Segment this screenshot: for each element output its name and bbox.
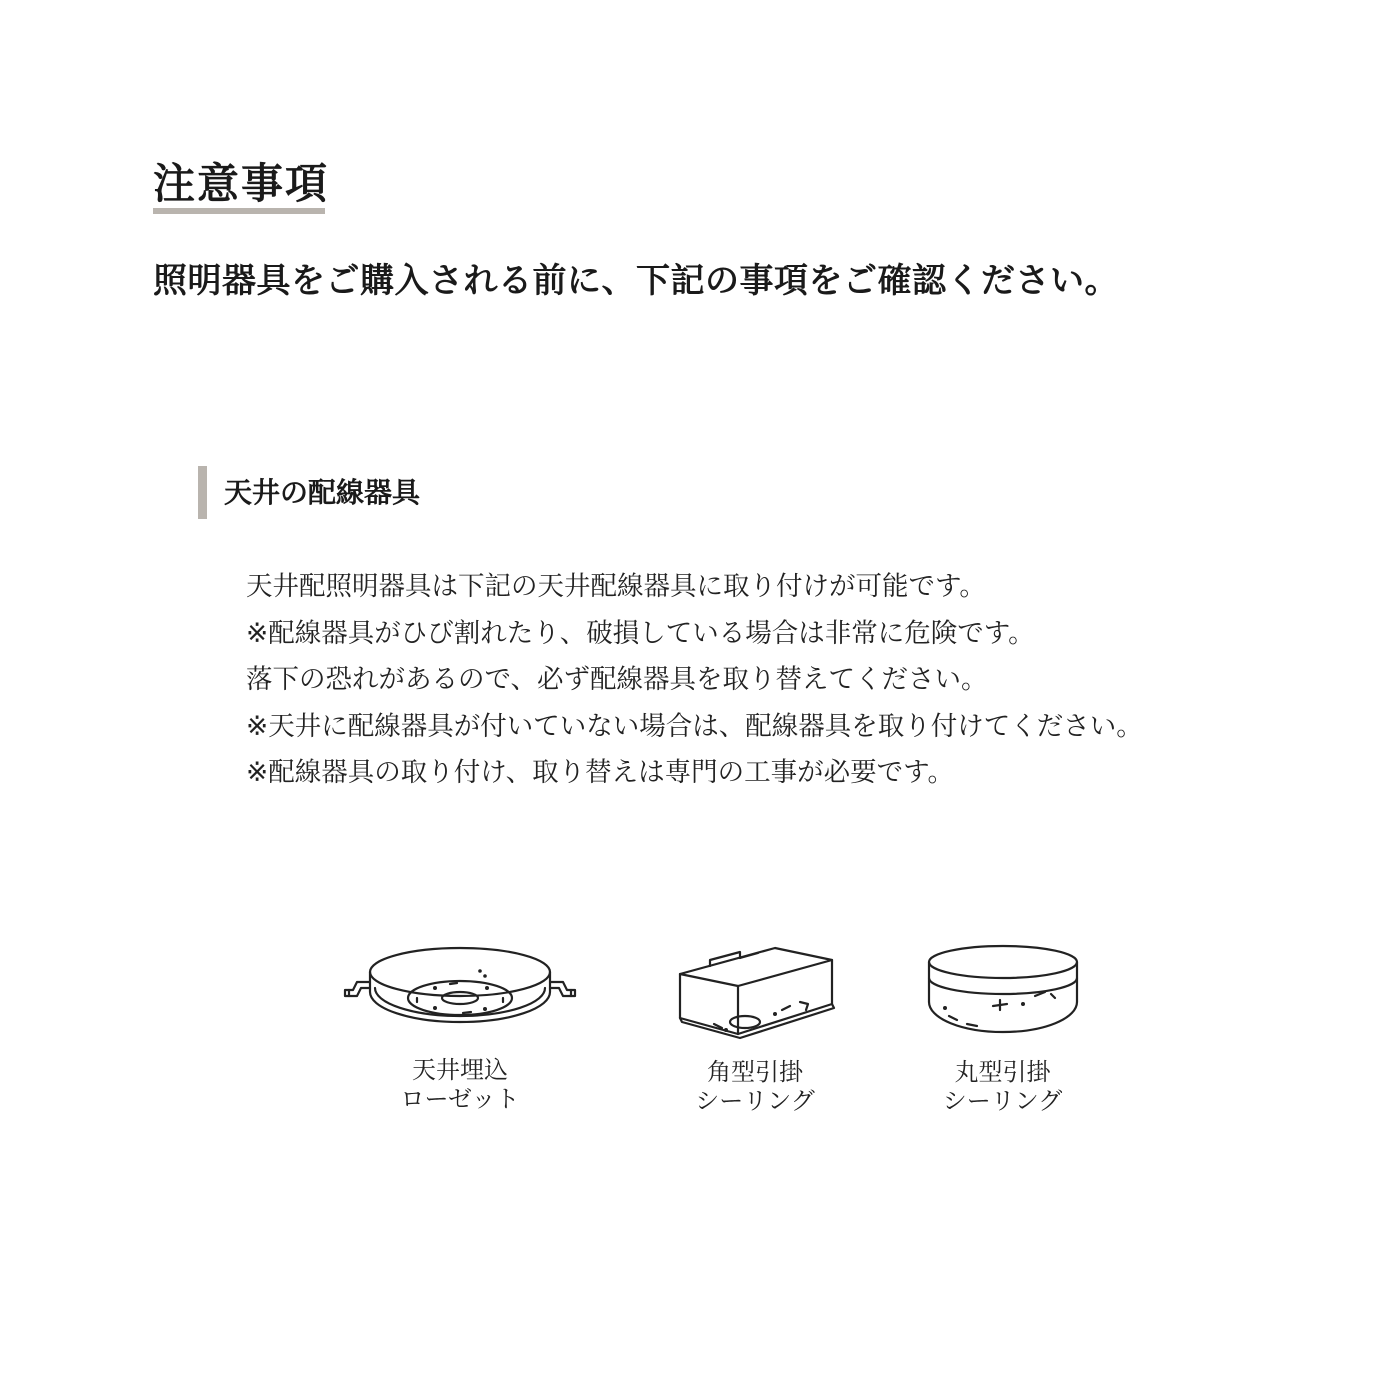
section-title: 天井の配線器具 bbox=[224, 476, 421, 509]
fixture-label bbox=[330, 1056, 590, 1114]
fixture-label bbox=[920, 1058, 1085, 1116]
ceiling-embedded-rosette-icon bbox=[335, 940, 585, 1040]
body-line: ※配線器具の取り付け、取り替えは専門の工事が必要です。 bbox=[246, 757, 955, 788]
fixture-label-line1: 丸型引掛 bbox=[954, 1058, 1051, 1086]
body-line: ※配線器具がひび割れたり、破損している場合は非常に危険です。 bbox=[246, 617, 1035, 649]
page-title: 注意事項 bbox=[153, 159, 330, 208]
fixture-label-line2: シーリング bbox=[695, 1087, 815, 1115]
section-body bbox=[246, 564, 1143, 797]
body-line: 天井配照明器具は下記の天井配線器具に取り付けが可能です。 bbox=[246, 571, 986, 602]
fixture-label-line2: ローゼット bbox=[400, 1085, 520, 1113]
fixture-square-hook-ceiling bbox=[665, 938, 845, 1116]
lead-text: 照明器具をご購入される前に、下記の事項をご確認ください。 bbox=[153, 261, 1119, 301]
fixture-label-line2: シーリング bbox=[942, 1087, 1063, 1115]
page-title-underline bbox=[153, 208, 325, 214]
fixture-round-hook-ceiling bbox=[920, 938, 1085, 1116]
square-hook-ceiling-icon bbox=[670, 938, 840, 1042]
body-line: 落下の恐れがあるので、必ず配線器具を取り替えてください。 bbox=[246, 664, 988, 695]
section-accent-bar bbox=[198, 466, 207, 519]
body-line: ※天井に配線器具が付いていない場合は、配線器具を取り付けてください。 bbox=[246, 710, 1143, 742]
fixture-label bbox=[665, 1058, 845, 1116]
fixture-label-line1: 角型引掛 bbox=[707, 1058, 803, 1086]
round-hook-ceiling-icon bbox=[923, 938, 1083, 1042]
fixture-label-line1: 天井埋込 bbox=[412, 1056, 508, 1084]
fixture-embedded-rosette bbox=[330, 940, 590, 1114]
